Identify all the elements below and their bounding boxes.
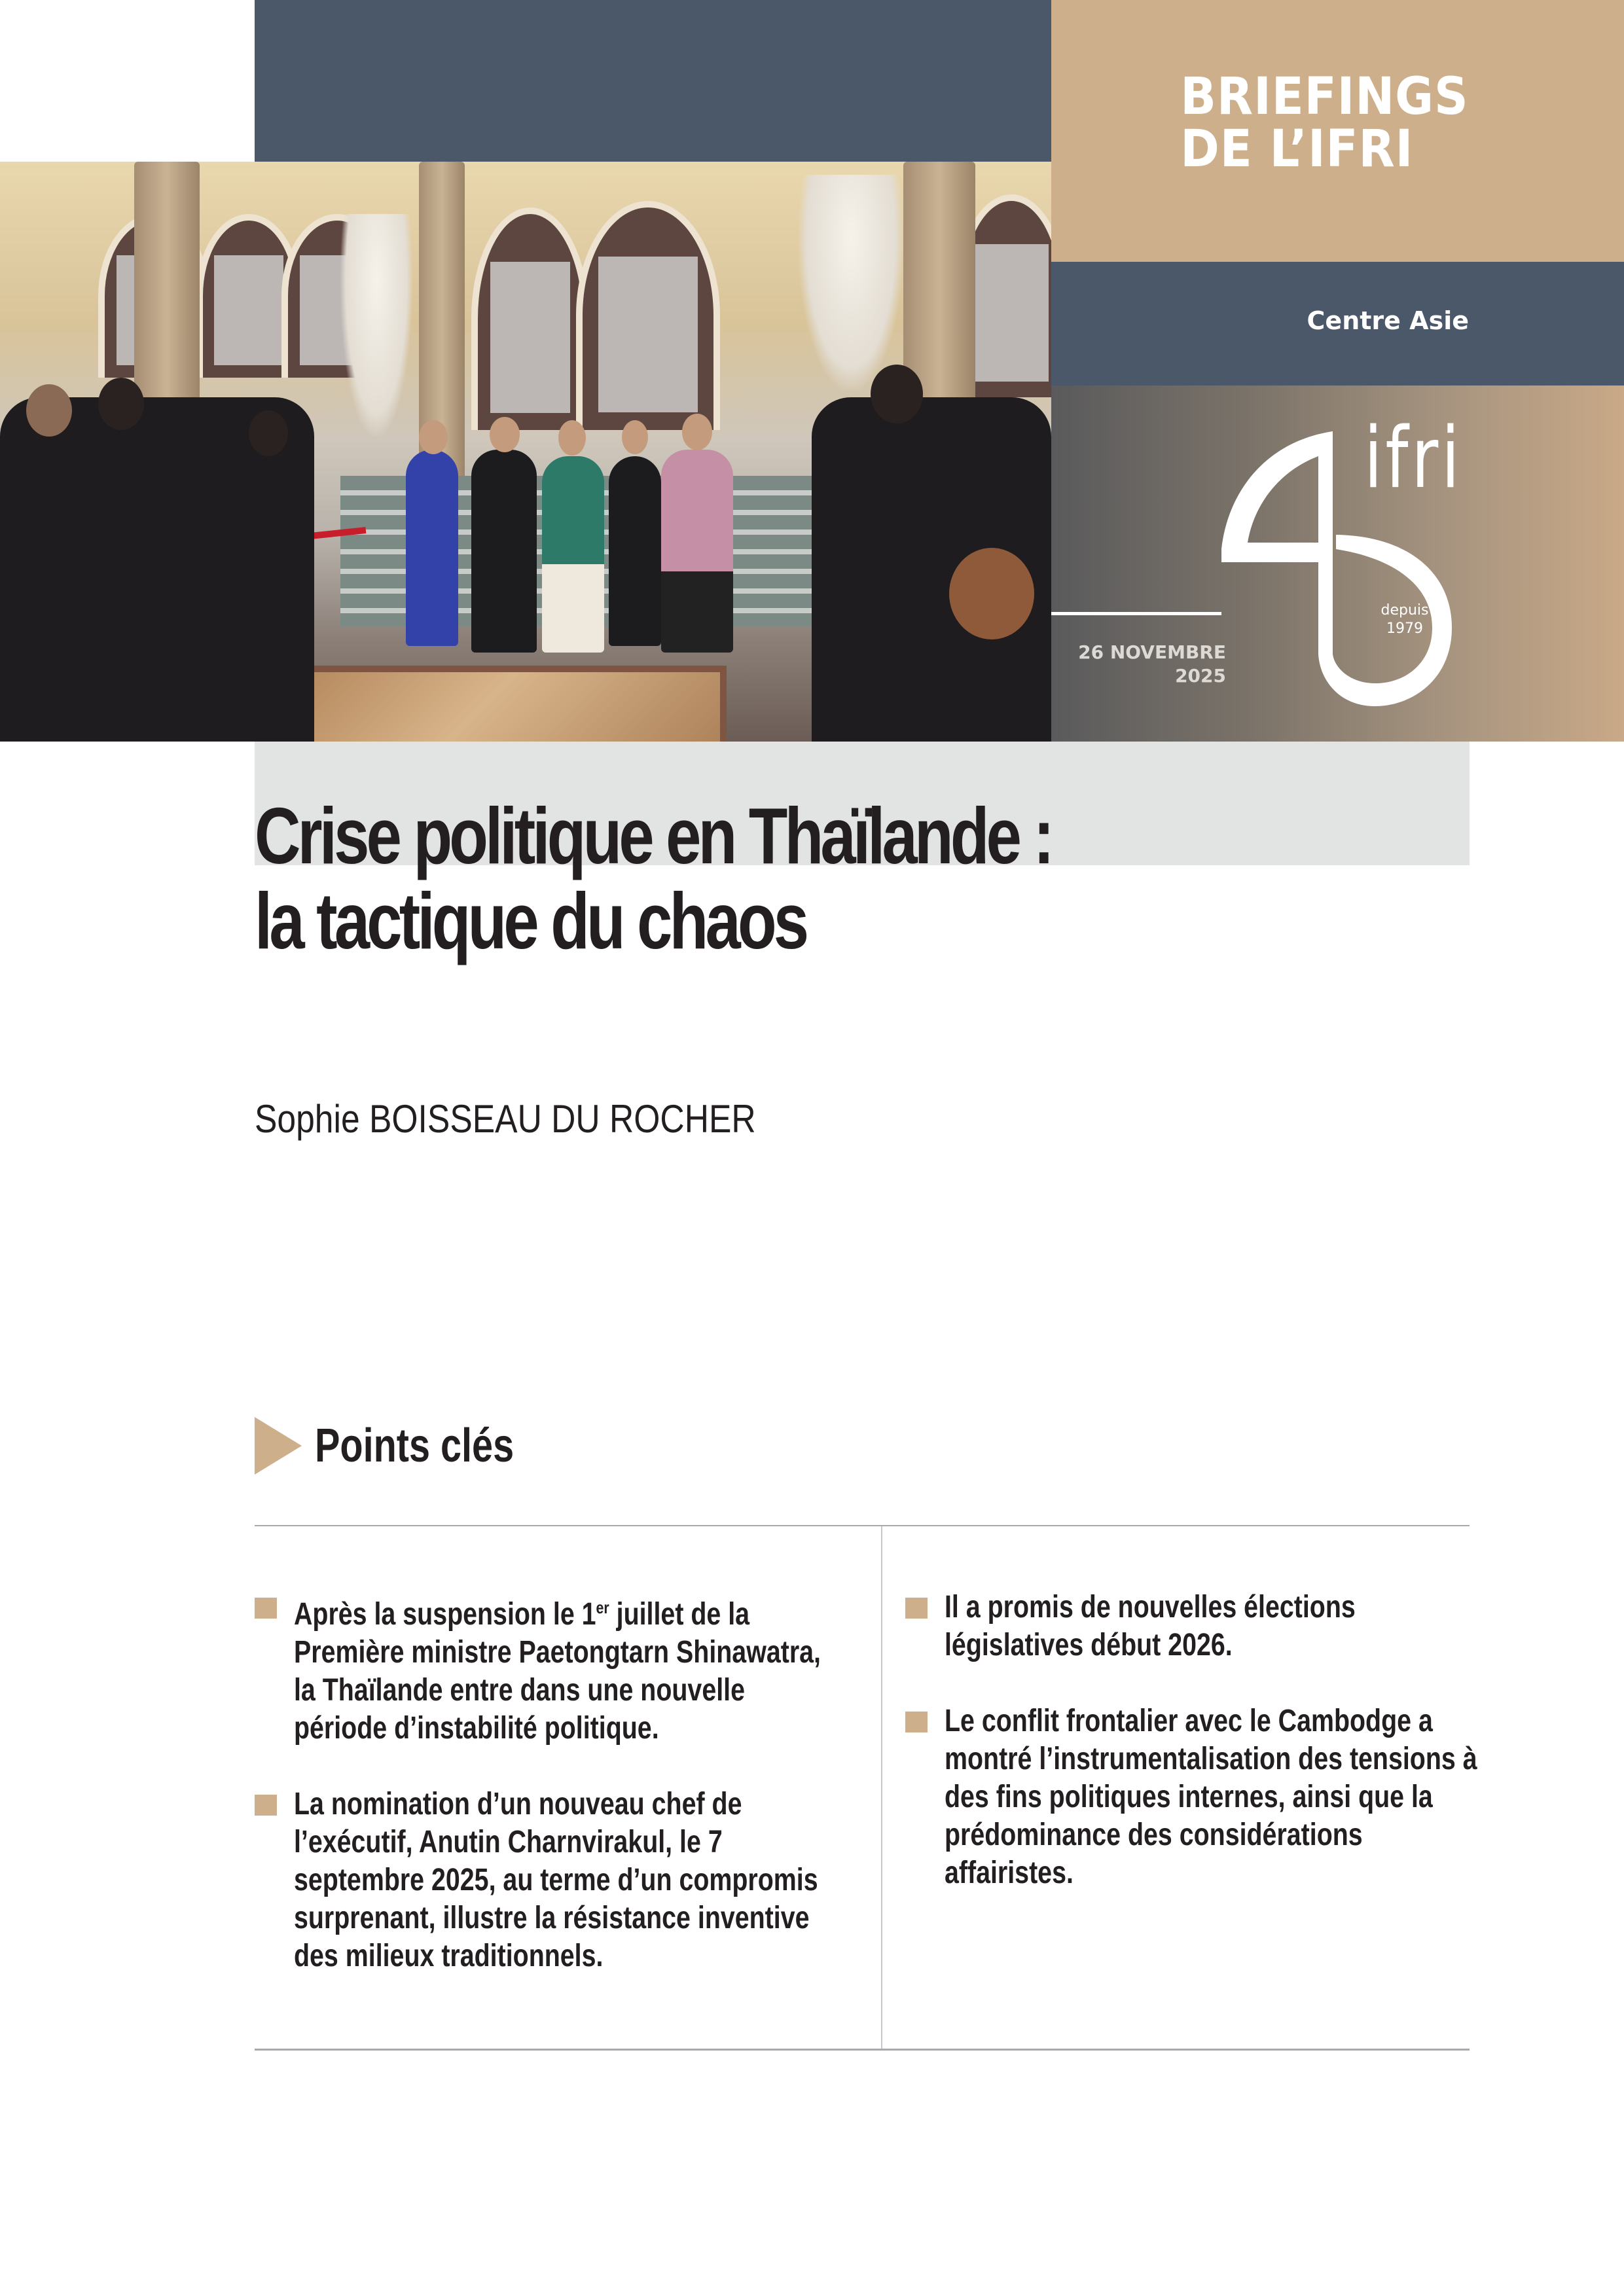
- title-line-1: Crise politique en Thaïlande :: [255, 791, 1052, 880]
- door-arch: [576, 201, 720, 430]
- key-point: [255, 1588, 962, 1748]
- square-bullet-icon: [255, 1795, 277, 1816]
- key-point: [255, 1785, 962, 1975]
- statue: [340, 214, 412, 437]
- series-title: [1180, 67, 1469, 179]
- key-point-text: La nomination d’un nouveau chef de l’exécutif, Anutin Charnvirakul, le 7 septembre 2025, au terme d’un compromis surprenant, illustre la résistance inventive des milieux traditionnels.: [294, 1787, 818, 1973]
- publication-date: [1078, 641, 1226, 688]
- key-points-left-column: [255, 1588, 962, 2013]
- square-bullet-icon: [905, 1598, 928, 1619]
- key-points-top-rule: [255, 1525, 1470, 1526]
- official-black-suit: [609, 456, 661, 646]
- head: [682, 414, 712, 450]
- logo-since: [1365, 601, 1444, 638]
- head: [98, 378, 144, 430]
- head: [558, 420, 586, 456]
- date-rule: [1051, 612, 1221, 615]
- head: [490, 417, 520, 452]
- key-point: [905, 1702, 1599, 1892]
- ifri-wordmark: ifri: [1364, 410, 1463, 507]
- date-line-1: 26 NOVEMBRE: [1078, 641, 1226, 663]
- key-point: [905, 1588, 1599, 1664]
- key-point-text-part: juillet de la Première ministre Paetongtarn Shinawatra, la Thaïlande entre dans une nouvelle période d’instabilité politique.: [294, 1597, 821, 1746]
- key-point-text: [294, 1588, 841, 1748]
- series-title-line-2: DE L’IFRI: [1180, 120, 1414, 179]
- speaker-green-jacket: [542, 456, 604, 653]
- key-points-bottom-rule: [255, 2049, 1470, 2051]
- centre-label: Centre Asie: [1307, 306, 1469, 335]
- anniversary-logo-panel: [1051, 386, 1624, 742]
- window-arch: [471, 207, 589, 430]
- since-label: depuis: [1380, 602, 1429, 619]
- since-year: 1979: [1386, 620, 1423, 637]
- key-point-text: Il a promis de nouvelles élections législatives début 2026.: [945, 1590, 1356, 1662]
- official-pink-jacket: [661, 450, 733, 653]
- triangle-arrow-icon: [255, 1417, 302, 1475]
- official-blue-jacket: [406, 450, 458, 646]
- official-dark-suit: [471, 450, 537, 653]
- head: [249, 410, 288, 456]
- key-points-heading: Points clés: [315, 1420, 514, 1472]
- cover-photo: [0, 162, 1051, 742]
- header-slate-band: [255, 0, 1051, 162]
- series-brand-box: [1051, 0, 1624, 262]
- key-point-text-part: Après la suspension le 1: [294, 1597, 596, 1632]
- series-title-line-1: BRIEFINGS: [1180, 67, 1469, 126]
- superscript: er: [596, 1598, 609, 1617]
- title-line-2: la tactique du chaos: [255, 876, 806, 965]
- centre-box: [1051, 262, 1624, 386]
- author-name: Sophie BOISSEAU DU ROCHER: [255, 1097, 756, 1141]
- date-line-2: 2025: [1175, 665, 1226, 687]
- key-points-right-column: [905, 1588, 1599, 1930]
- marble-floor-inlay: [308, 666, 727, 742]
- head: [26, 384, 72, 437]
- key-point-text: Le conflit frontalier avec le Cambodge a montré l’instrumentalisation des tensions à des fins politiques internes, ainsi que la prédominance des considérations affairistes.: [945, 1704, 1477, 1890]
- head: [949, 548, 1034, 639]
- statue: [799, 175, 903, 391]
- article-title: [255, 793, 1051, 963]
- square-bullet-icon: [255, 1598, 277, 1619]
- head: [622, 420, 648, 454]
- square-bullet-icon: [905, 1712, 928, 1732]
- head: [419, 420, 448, 454]
- head: [871, 365, 923, 423]
